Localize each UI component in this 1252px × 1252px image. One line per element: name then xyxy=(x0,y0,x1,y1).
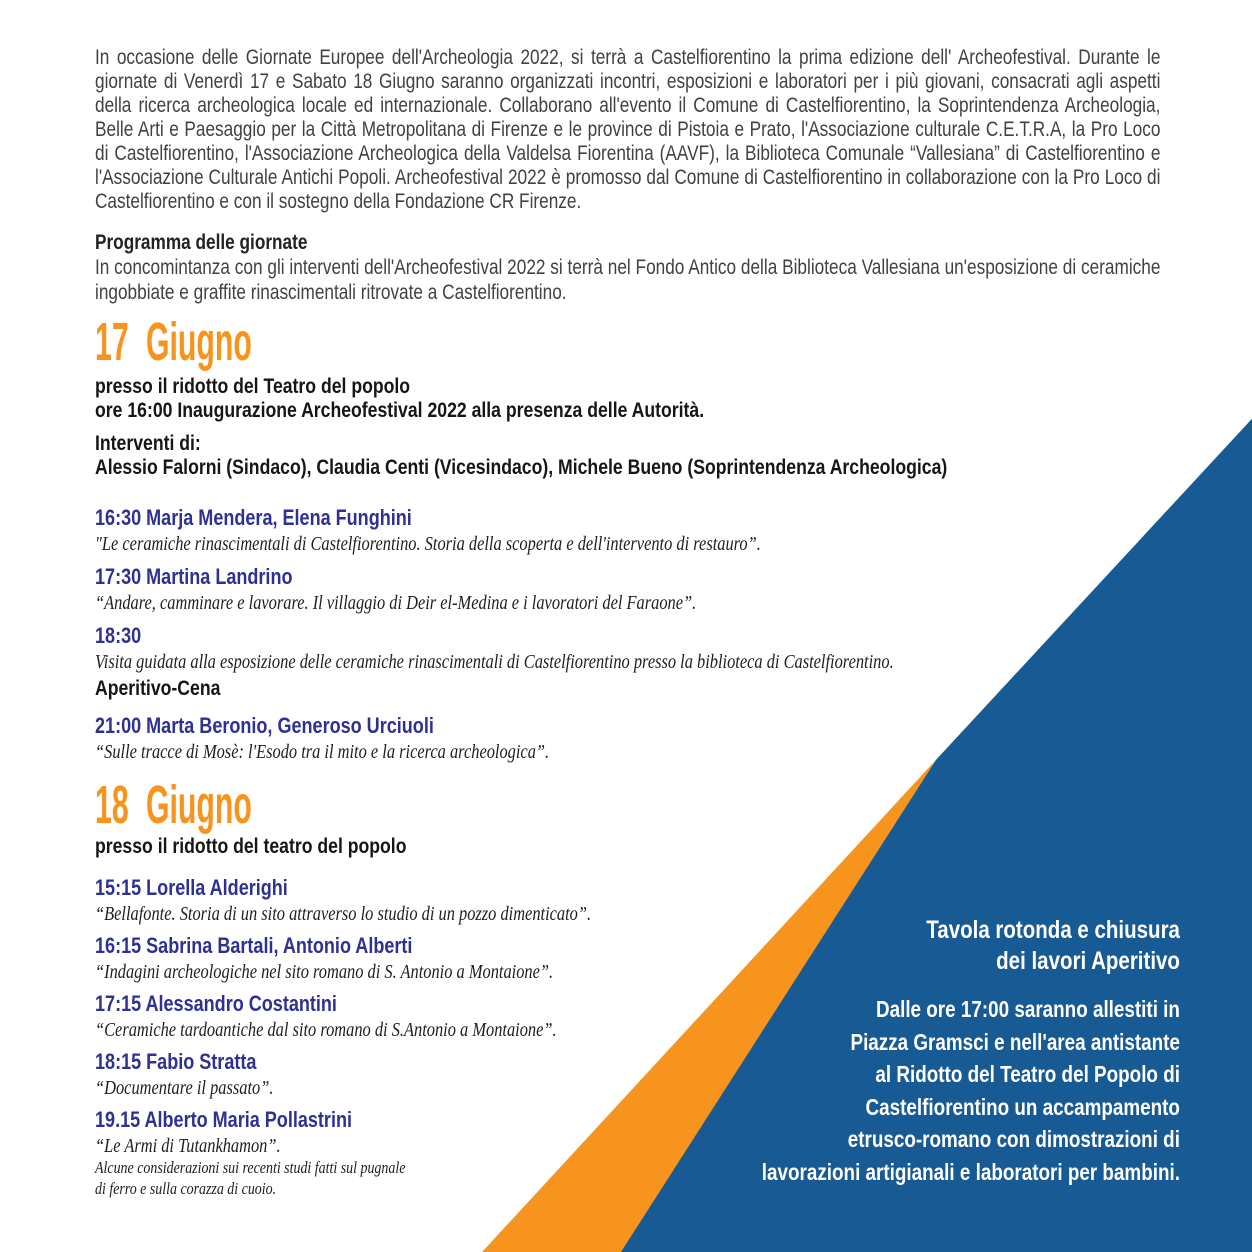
program-heading: Programma delle giornate xyxy=(95,231,308,254)
event-description: “Indagini archeologiche nel sito romano di S. Antonio a Montaione”. xyxy=(95,961,554,983)
day2-title-text: 18 Giugno xyxy=(95,775,252,835)
event-time-title: 17:30 Martina Landrino xyxy=(95,564,293,589)
day1-speakers-label: Interventi di: xyxy=(95,431,201,455)
event-note-line: di ferro e sulla corazza di cuoio. xyxy=(95,1178,277,1198)
intro-paragraph: In occasione delle Giornate Europee dell'Archeologia 2022, si terrà a Castelfiorentino la prima edizione dell' Archeofestival. Durante le giornate di Venerdì 17 e Sabato 18 Giugno saranno organizzati incontri, esposizioni e laboratori per i più giovani, consacrati agli aspetti della ricerca archeologica locale ed internazionale. Collaborano all'evento il Comune di Castelfiorentino, la Soprintendenza Archeologia, Belle Arti e Paesaggio per la Città Metropolitana di Firenze e le province di Pistoia e Prato, l'Associazione culturale C.E.T.R.A, la Pro Loco di Castelfiorentino, l'Associazione Archeologica della Valdelsa Fiorentina (AAVF), la Biblioteca Comunale “Vallesiana” di Castelfiorentino e l'Associazione Culturale Antichi Popoli. Archeofestival 2022 è promosso dal Comune di Castelfiorentino in collaborazione con la Pro Loco di Castelfiorentino e con il sostegno della Fondazione CR Firenze. xyxy=(95,46,1161,213)
round-table-body xyxy=(670,993,1180,1188)
round-table-body-line: al Ridotto del Teatro del Popolo di xyxy=(875,1061,1180,1087)
aperitivo-cena-label: Aperitivo-Cena xyxy=(95,676,221,700)
day1-opening: ore 16:00 Inaugurazione Archeofestival 2022 alla presenza delle Autorità. xyxy=(95,398,705,422)
event-time-title: 18:15 Fabio Stratta xyxy=(95,1049,257,1074)
day1-event-2 xyxy=(95,565,1160,615)
round-table-body-line: etrusco-romano con dimostrazioni di xyxy=(847,1126,1180,1152)
round-table-heading-line: Tavola rotonda e chiusura xyxy=(926,916,1180,944)
day1-venue: presso il ridotto del Teatro del popolo xyxy=(95,374,411,398)
round-table-body-line: Piazza Gramsci e nell'area antistante xyxy=(850,1028,1180,1055)
event-description: “Andare, camminare e lavorare. Il villaggio di Deir el-Medina e i lavoratori del Faraone”. xyxy=(95,592,697,614)
round-table-heading xyxy=(670,915,1180,977)
event-note-line: Alcune considerazioni sui recenti studi fatti sul pugnale xyxy=(95,1158,406,1177)
event-time-title: 17:15 Alessandro Costantini xyxy=(95,991,337,1016)
day1-title-text: 17 Giugno xyxy=(95,312,252,372)
round-table-heading-line: dei lavori Aperitivo xyxy=(996,947,1180,975)
event-time-title: 15:15 Lorella Alderighi xyxy=(95,875,288,900)
day1-speakers: Alessio Falorni (Sindaco), Claudia Centi (Vicesindaco), Michele Bueno (Soprintendenza Archeologica) xyxy=(95,455,948,479)
round-table-body-line: lavorazioni artigianali e laboratori per bambini. xyxy=(761,1158,1180,1185)
event-description: “Ceramiche tardoantiche dal sito romano di S.Antonio a Montaione”. xyxy=(95,1019,557,1041)
event-time-title: 16:15 Sabrina Bartali, Antonio Alberti xyxy=(95,933,413,958)
event-time-title: 16:30 Marja Mendera, Elena Funghini xyxy=(95,505,412,530)
event-description: “Sulle tracce di Mosè: l'Esodo tra il mito e la ricerca archeologica”. xyxy=(95,741,550,763)
round-table-panel xyxy=(670,915,1180,1188)
day1-evening-event xyxy=(95,714,1160,764)
event-description: “Documentare il passato”. xyxy=(95,1077,274,1099)
program-text: In concomintanza con gli interventi dell'Archeofestival 2022 si terrà nel Fondo Antico della Biblioteca Vallesiana un'esposizione di ceramiche ingobbiate e graffite rinascimentali ritrovate a Castelfiorentino. xyxy=(95,256,1161,304)
round-table-body-line: Dalle ore 17:00 saranno allestiti in xyxy=(876,996,1180,1022)
event-description: “Bellafonte. Storia di un sito attraverso lo studio di un pozzo dimenticato”. xyxy=(95,903,592,925)
event-time-title: 19.15 Alberto Maria Pollastrini xyxy=(95,1107,352,1132)
event-description: "Le ceramiche rinascimentali di Castelfiorentino. Storia della scoperta e dell'intervento di restauro”. xyxy=(95,533,761,555)
day1-title xyxy=(95,312,1160,372)
day1-event-1 xyxy=(95,506,1160,556)
day1-event-3 xyxy=(95,624,1160,674)
round-table-body-line: Castelfiorentino un accampamento xyxy=(865,1093,1180,1120)
event-time-title: 21:00 Marta Beronio, Generoso Urciuoli xyxy=(95,713,434,738)
day2-venue: presso il ridotto del teatro del popolo xyxy=(95,834,407,858)
event-description: “Le Armi di Tutankhamon”. xyxy=(95,1135,281,1157)
day2-title xyxy=(95,775,1160,835)
event-description: Visita guidata alla esposizione delle ceramiche rinascimentali di Castelfiorentino presso la biblioteca di Castelfiorentino. xyxy=(95,651,894,673)
event-time-title: 18:30 xyxy=(95,623,142,648)
